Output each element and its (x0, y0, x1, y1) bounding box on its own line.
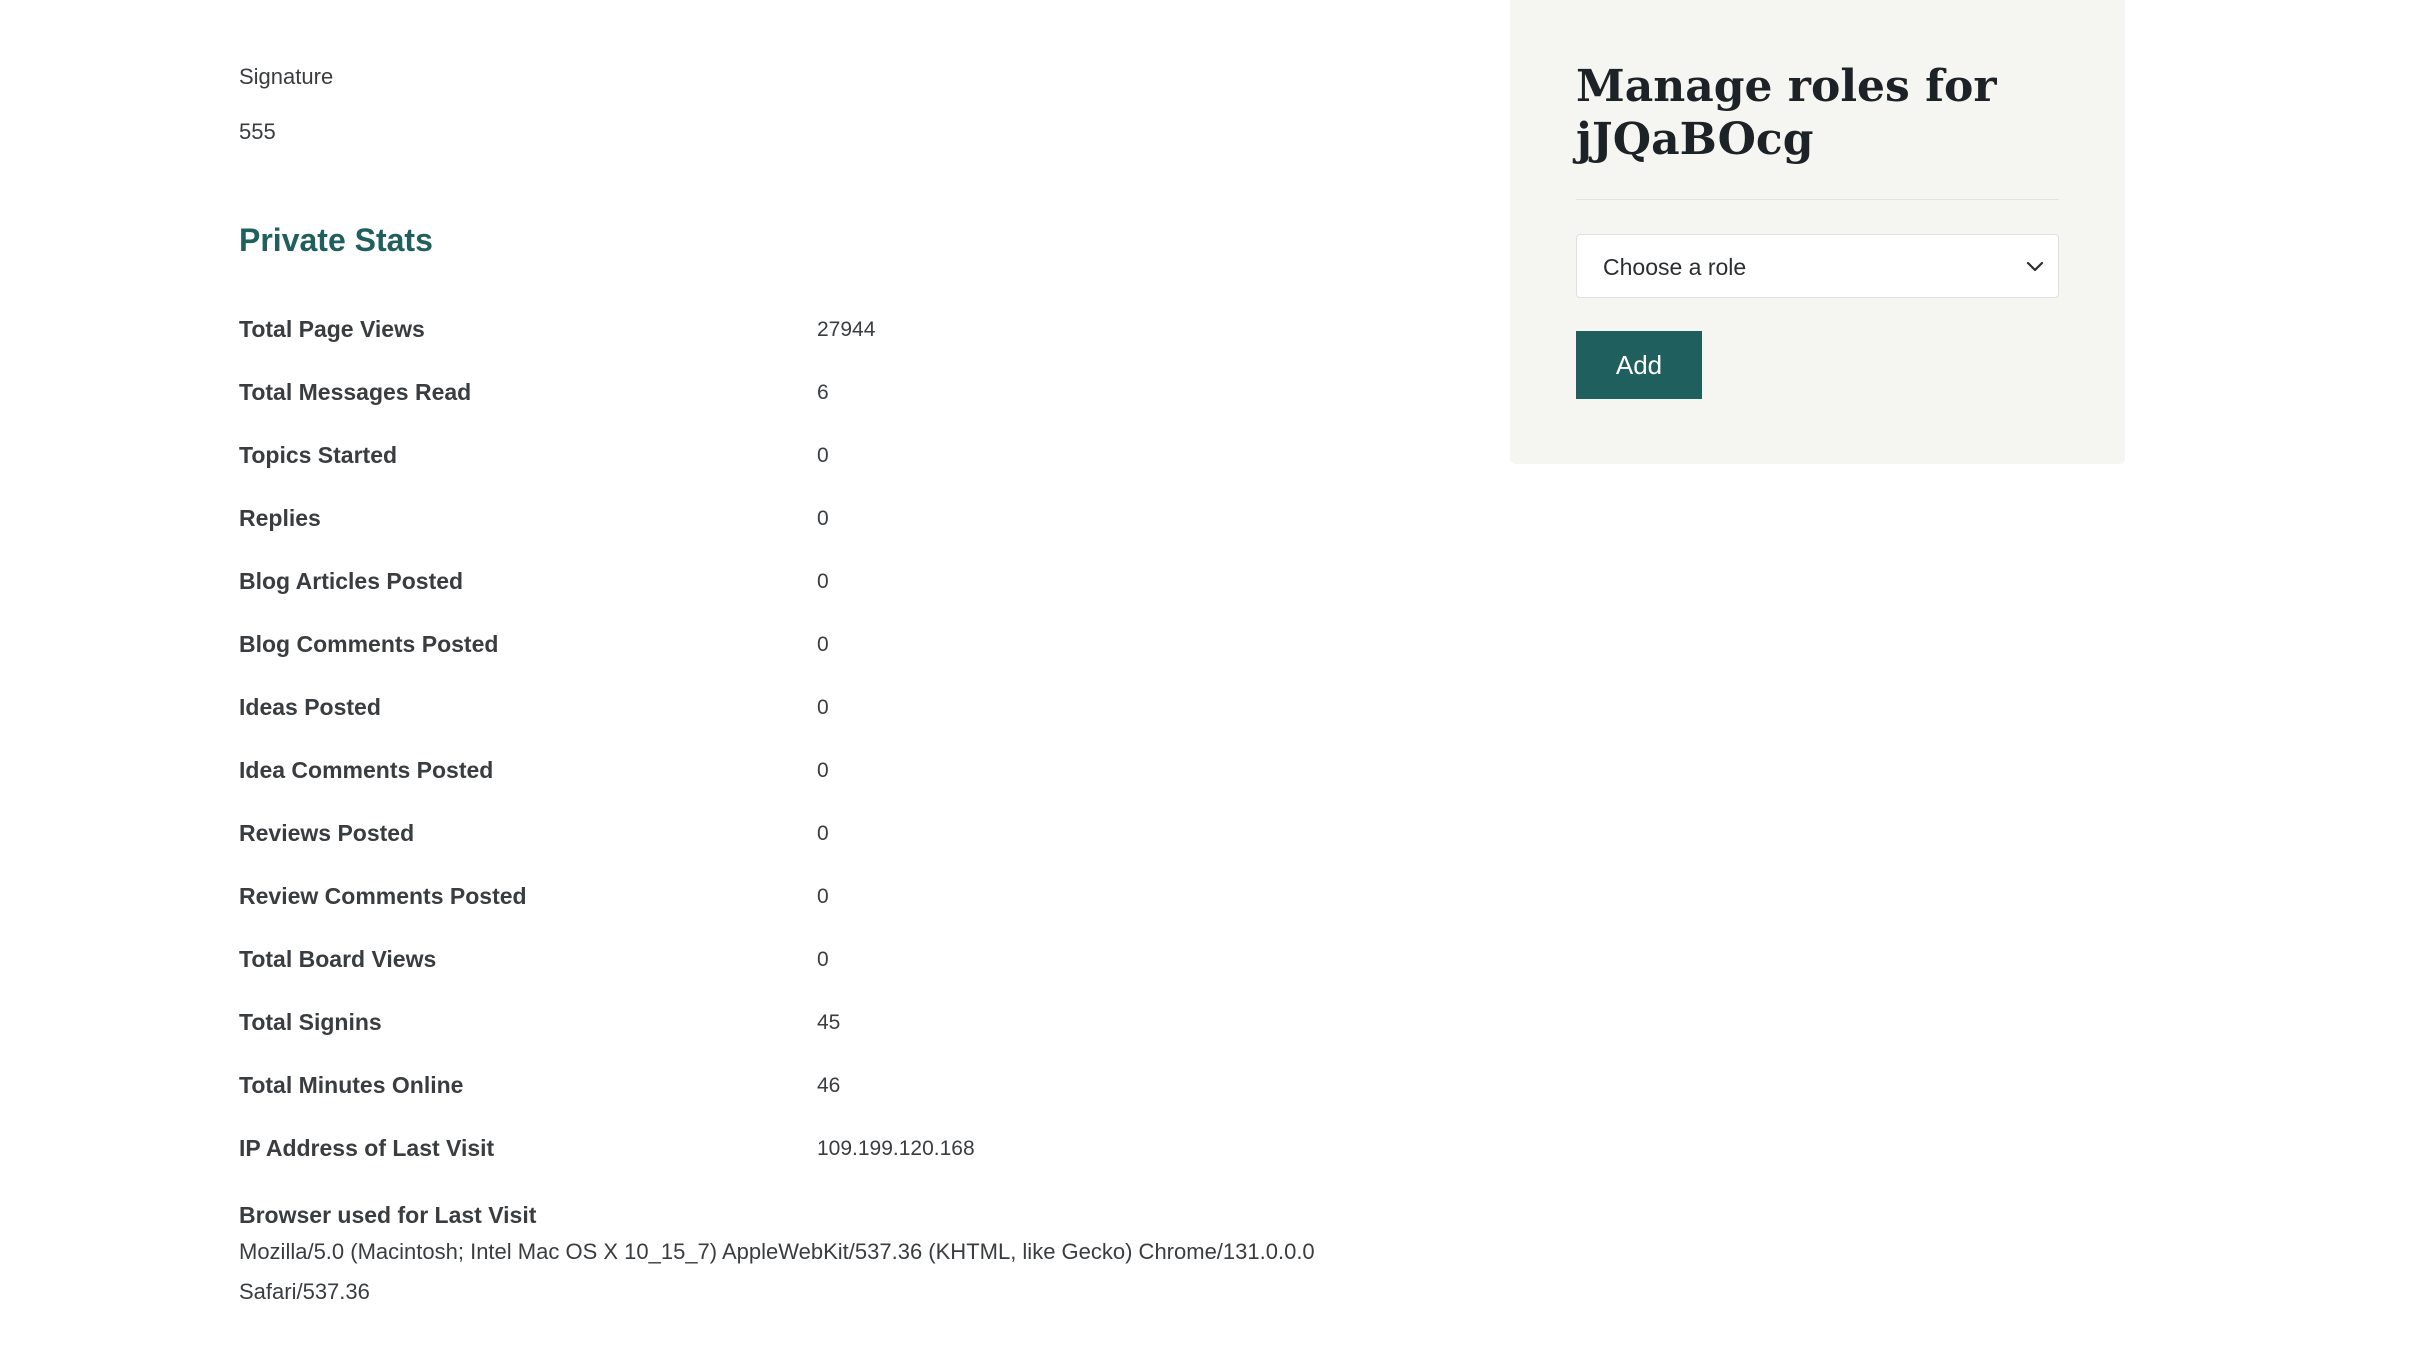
stat-label: Total Messages Read (239, 379, 472, 405)
stat-row (239, 1131, 1419, 1194)
stat-value: 0 (817, 948, 829, 971)
private-stats-heading: Private Stats (239, 222, 433, 258)
stat-row (239, 1068, 1419, 1131)
browser-info (239, 1198, 1419, 1312)
role-select[interactable] (1576, 234, 2059, 298)
stat-row (239, 942, 1419, 1005)
stat-label: Ideas Posted (239, 694, 381, 720)
stat-value: 45 (817, 1011, 841, 1034)
divider (1576, 199, 2059, 200)
stat-label: Total Signins (239, 1009, 382, 1035)
stat-row (239, 375, 1419, 438)
stat-label: Replies (239, 505, 321, 531)
stat-row (239, 501, 1419, 564)
stat-label: Reviews Posted (239, 820, 415, 846)
stat-value: 0 (817, 822, 829, 845)
stat-value: 0 (817, 885, 829, 908)
stat-label: Blog Articles Posted (239, 568, 464, 594)
stat-row (239, 879, 1419, 942)
stat-label: Topics Started (239, 442, 398, 468)
stat-value: 0 (817, 759, 829, 782)
add-role-button[interactable]: Add (1576, 331, 1702, 399)
chevron-down-icon (2024, 255, 2046, 277)
role-select-value: Choose a role (1603, 254, 1747, 280)
stat-row (239, 438, 1419, 501)
signature-label: Signature (239, 64, 334, 89)
stat-row (239, 564, 1419, 627)
stats-list (239, 312, 1419, 1194)
stat-row (239, 690, 1419, 753)
stat-value: 27944 (817, 318, 876, 341)
stat-label: Total Page Views (239, 316, 425, 342)
signature-value: 555 (239, 119, 276, 144)
manage-roles-panel (1510, 0, 2125, 464)
stat-row (239, 753, 1419, 816)
stat-row (239, 816, 1419, 879)
browser-label: Browser used for Last Visit (239, 1202, 537, 1228)
stat-value: 0 (817, 633, 829, 656)
stat-row (239, 627, 1419, 690)
stat-value: 0 (817, 570, 829, 593)
stat-value: 0 (817, 444, 829, 467)
stat-value: 0 (817, 507, 829, 530)
stat-label: Total Board Views (239, 946, 437, 972)
stat-label: Idea Comments Posted (239, 757, 494, 783)
stat-label: Total Minutes Online (239, 1072, 464, 1098)
stat-label: Blog Comments Posted (239, 631, 499, 657)
browser-value: Mozilla/5.0 (Macintosh; Intel Mac OS X 10_15_7) AppleWebKit/537.36 (KHTML, like Gecko) Chrome/131.0.0.0 Safari/537.36 (239, 1239, 1315, 1304)
stat-row (239, 1005, 1419, 1068)
manage-roles-title: Manage roles for jJQaBOcg (1576, 61, 1997, 165)
stat-value: 6 (817, 381, 829, 404)
stat-value: 46 (817, 1074, 841, 1097)
stat-value: 0 (817, 696, 829, 719)
stat-row (239, 312, 1419, 375)
stat-value: 109.199.120.168 (817, 1137, 975, 1160)
stat-label: IP Address of Last Visit (239, 1135, 495, 1161)
stat-label: Review Comments Posted (239, 883, 527, 909)
